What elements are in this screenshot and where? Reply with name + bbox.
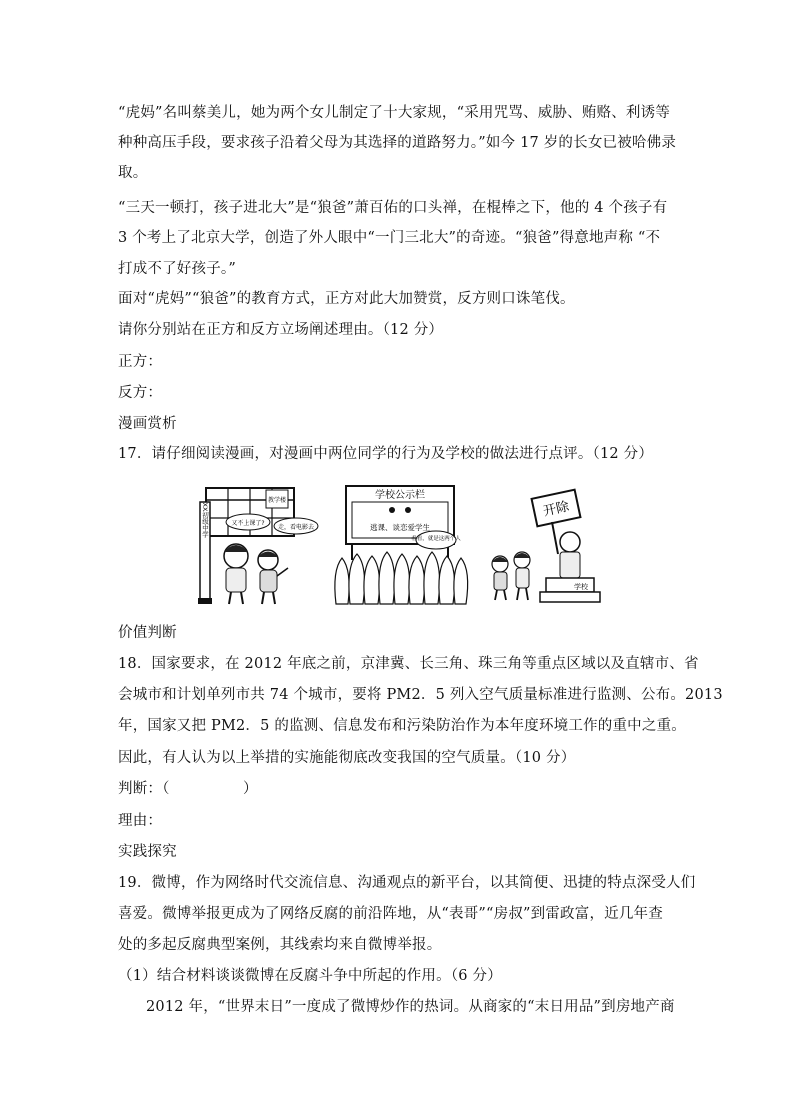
school-sign: XX初级中学 — [201, 502, 209, 538]
building-sign: 教学楼 — [267, 497, 287, 504]
text-line: “三天一顿打，孩子进北大”是“狼爸”萧百佑的口头禅，在棍棒之下，他的 4 个孩子有 — [118, 200, 668, 216]
comic-panel-1 — [198, 488, 318, 604]
text-line: 喜爱。微博举报更成为了网络反腐的前沿阵地，从“表哥”“房叔”到雷政富，近几年查 — [118, 906, 663, 922]
question-17: 17．请仔细阅读漫画，对漫画中两位同学的行为及学校的做法进行点评。（12 分） — [118, 446, 654, 462]
notice-board-text: 逃课、谈恋爱学生 — [370, 523, 430, 532]
text-line: 请你分别站在正方和反方立场阐述理由。（12 分） — [118, 322, 444, 338]
text-line: 处的多起反腐典型案例，其线索均来自微博举报。 — [118, 937, 442, 953]
answer-label-judgement: 判断：（ ） — [118, 781, 258, 797]
text-line: 取。 — [118, 165, 148, 181]
text-line: 年，国家又把 PM2．5 的监测、信息发布和污染防治作为本年度环境工作的重中之重。 — [118, 718, 686, 734]
expel-sign: 开除 — [542, 499, 571, 520]
notice-board-title: 学校公示栏 — [375, 490, 425, 501]
answer-label-con: 反方： — [118, 385, 163, 401]
answer-label-reason: 理由： — [118, 813, 163, 829]
question-19: 19．微博，作为网络时代交流信息、沟通观点的新平台，以其简便、迅捷的特点深受人们 — [118, 875, 696, 891]
text-line: 3 个考上了北京大学，创造了外人眼中“一门三北大”的奇迹。“狼爸”得意地声称 “不 — [118, 230, 661, 246]
text-line: 会城市和计划单列市共 74 个城市，要将 PM2．5 列入空气质量标准进行监测、公布。2013 — [118, 687, 723, 703]
pedestal-label: 学校 — [574, 583, 588, 591]
speech-bubble-2: 走，看电影去 — [277, 524, 315, 531]
crowd-speech-bubble: 看看，就是这两个人 — [411, 536, 461, 542]
text-line: 面对“虎妈”“狼爸”的教育方式，正方对此大加赞赏，反方则口诛笔伐。 — [118, 291, 575, 307]
section-heading-practice: 实践探究 — [118, 844, 177, 860]
comic-panel-2 — [335, 486, 468, 604]
section-heading-value: 价值判断 — [118, 625, 177, 641]
text-line: 2012 年，“世界末日”一度成了微博炒作的热词。从商家的“末日用品”到房地产商 — [146, 999, 675, 1015]
text-line: 打成不了好孩子。” — [118, 261, 236, 277]
speech-bubble-1: 又不上课了? — [231, 520, 265, 527]
sub-question-19-1: （1）结合材料谈谈微博在反腐斗争中所起的作用。（6 分） — [118, 968, 502, 984]
answer-label-pro: 正方： — [118, 354, 163, 370]
comic-illustration — [196, 480, 616, 610]
text-line: 因此，有人认为以上举措的实施能彻底改变我国的空气质量。（10 分） — [118, 750, 576, 766]
text-line: “虎妈”名叫蔡美儿，她为两个女儿制定了十大家规，“采用咒骂、威胁、贿赂、利诱等 — [118, 105, 671, 121]
section-heading-comic: 漫画赏析 — [118, 416, 177, 432]
text-line: 种种高压手段，要求孩子沿着父母为其选择的道路努力。”如今 17 岁的长女已被哈佛录 — [118, 135, 677, 151]
question-18: 18．国家要求，在 2012 年底之前，京津冀、长三角、珠三角等重点区域以及直辖市、省 — [118, 656, 699, 672]
comic-panel-3 — [492, 490, 600, 602]
